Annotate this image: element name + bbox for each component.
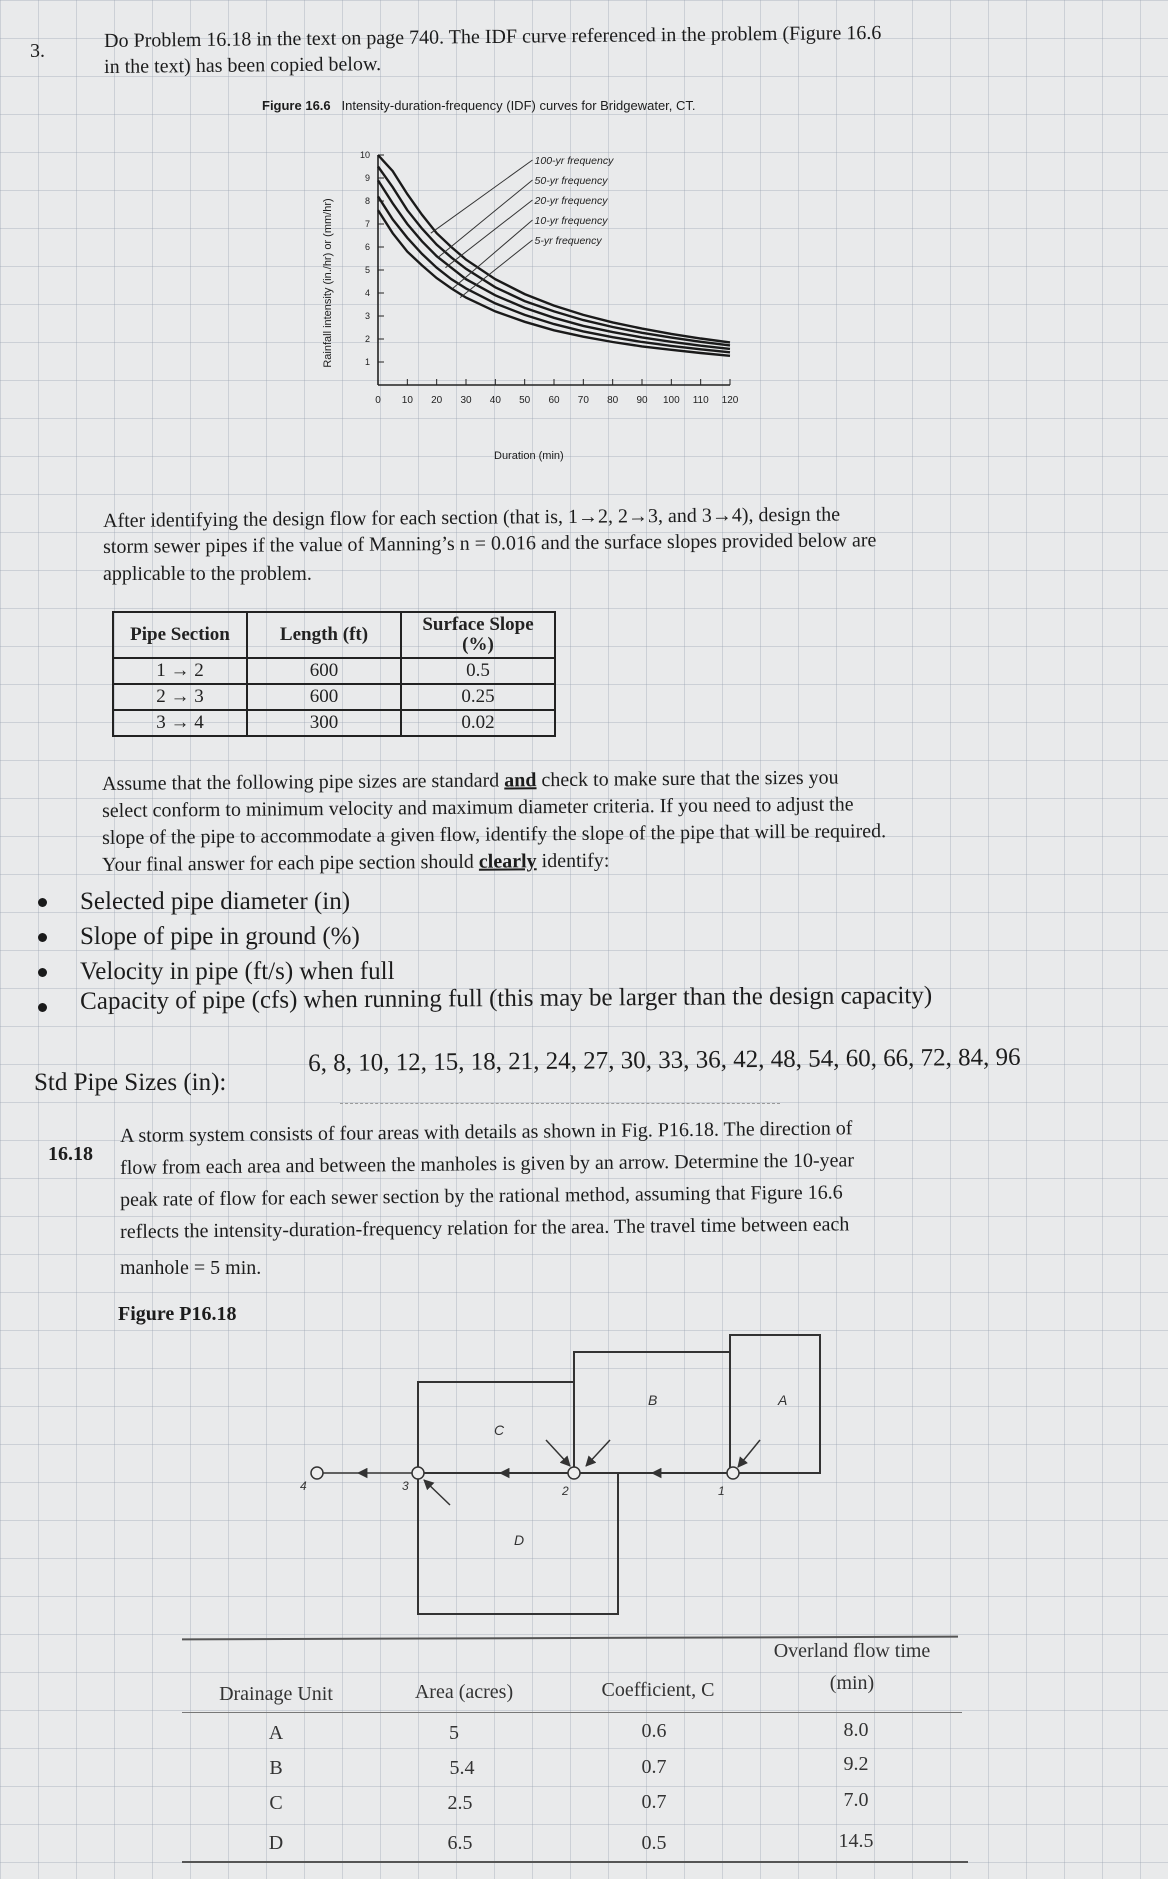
pipe-slope: 0.5 [401, 658, 555, 684]
manhole-label-1: 1 [718, 1484, 725, 1498]
bullet-dot [38, 933, 47, 942]
drainage-time: 14.5 [838, 1830, 874, 1852]
assume-line-4-post: identify: [536, 849, 610, 873]
drainage-time: 9.2 [843, 1753, 869, 1775]
area-label-b: B [648, 1392, 658, 1408]
pipe-col-length: Length (ft) [247, 612, 401, 658]
legend-label: 10-yr frequency [534, 215, 608, 227]
bullet-item: Slope of pipe in ground (%) [80, 923, 360, 950]
x-tick-label: 100 [662, 395, 680, 406]
drainage-area: 5 [449, 1722, 459, 1744]
drainage-area: 2.5 [447, 1792, 473, 1814]
assume-line-1-pre: Assume that the following pipe sizes are standard [102, 769, 505, 795]
manhole-label-2: 2 [562, 1484, 569, 1498]
drainage-unit: B [269, 1757, 283, 1779]
figure-label: Figure 16.6 [262, 98, 331, 113]
y-tick-label: 8 [364, 196, 370, 206]
y-tick-label: 6 [364, 242, 370, 252]
y-tick-label: 7 [364, 219, 370, 229]
area-label-a: A [778, 1392, 788, 1408]
intro-line-2: in the text) has been copied below. [104, 53, 382, 78]
problem-1618-line-4: reflects the intensity-duration-frequency relation for the area. The travel time between each [120, 1213, 850, 1243]
pipe-length: 600 [247, 684, 401, 710]
figure-p1618-label: Figure P16.18 [118, 1303, 237, 1325]
legend-leader-line [438, 180, 532, 257]
pipe-section: 2 → 3 [113, 684, 247, 710]
design-line-3: applicable to the problem. [103, 563, 312, 585]
bullet-dot [38, 1003, 47, 1012]
drainage-coef: 0.7 [641, 1756, 667, 1778]
figure-caption [262, 98, 696, 113]
drainage-time: 7.0 [843, 1789, 869, 1811]
drainage-unit-header: Drainage Unit [219, 1683, 333, 1705]
table-row [113, 684, 555, 710]
x-tick-label: 0 [375, 395, 381, 406]
manhole-2 [568, 1467, 580, 1479]
chart-ylabel: Rainfall intensity (in./hr) or (mm/hr) [322, 198, 334, 368]
problem-number: 3. [30, 40, 45, 62]
assume-line-2: select conform to minimum velocity and maximum diameter criteria. If you need to adjust the [102, 793, 854, 822]
y-tick-label: 4 [364, 288, 370, 298]
drainage-area: 6.5 [447, 1832, 473, 1854]
bullet-item: Selected pipe diameter (in) [80, 888, 351, 915]
bullet-dot [38, 898, 47, 907]
idf-chart [320, 130, 800, 480]
assume-line-4 [102, 850, 609, 877]
table-row [113, 658, 555, 684]
drainage-time: 8.0 [843, 1719, 869, 1741]
manhole-label-3: 3 [402, 1479, 409, 1493]
pipe-table [112, 611, 556, 737]
drainage-time-header-2: (min) [829, 1672, 875, 1694]
manhole-3 [412, 1467, 424, 1479]
drainage-table-bottom-rule [182, 1861, 968, 1863]
area-a-boundary [730, 1335, 820, 1473]
flow-arrow-d [424, 1480, 450, 1505]
legend-label: 5-yr frequency [534, 235, 602, 247]
pipe-table-header [113, 612, 555, 658]
x-tick-label: 10 [401, 395, 413, 406]
legend-label: 50-yr frequency [534, 175, 608, 187]
x-tick-label: 20 [431, 395, 443, 406]
x-tick-label: 80 [607, 395, 619, 406]
y-tick-label: 1 [364, 357, 370, 367]
pipe-slope: 0.02 [401, 710, 555, 736]
chart-xlabel: Duration (min) [494, 450, 564, 462]
assume-line-4-pre: Your final answer for each pipe section should [102, 850, 479, 876]
x-tick-label: 70 [577, 395, 589, 406]
y-tick-label: 10 [359, 150, 370, 160]
assume-line-1 [102, 767, 839, 796]
problem-1618-line-1: A storm system consists of four areas with details as shown in Fig. P16.18. The direction of [120, 1117, 853, 1147]
storm-system-diagram [290, 1330, 850, 1630]
std-sizes-values: 6, 8, 10, 12, 15, 18, 21, 24, 27, 30, 33, 36, 42, 48, 54, 60, 66, 72, 84, 96 [308, 1043, 1021, 1077]
assume-line-1-post: check to make sure that the sizes you [536, 766, 839, 792]
flow-arrow-b [586, 1440, 610, 1466]
pipe-slope: 0.25 [401, 684, 555, 710]
area-label-d: D [514, 1532, 525, 1548]
pipe-length: 300 [247, 710, 401, 736]
manhole-label-4: 4 [300, 1479, 307, 1493]
drainage-area-header: Area (acres) [414, 1681, 514, 1703]
x-tick-label: 30 [460, 395, 472, 406]
y-tick-label: 2 [364, 334, 370, 344]
table-row [113, 710, 555, 736]
x-tick-label: 90 [636, 395, 648, 406]
y-tick-label: 3 [364, 311, 370, 321]
pipe-section: 3 → 4 [113, 710, 247, 736]
bullet-dot [38, 968, 47, 977]
area-label-c: C [494, 1422, 505, 1438]
x-tick-label: 120 [721, 395, 739, 406]
intro-line-1: Do Problem 16.18 in the text on page 740. The IDF curve referenced in the problem (Figure 16.6 [104, 21, 882, 52]
drainage-unit: C [269, 1792, 283, 1814]
figure-title: Intensity-duration-frequency (IDF) curves for Bridgewater, CT. [341, 98, 696, 113]
std-sizes-label: Std Pipe Sizes (in): [34, 1069, 227, 1096]
flow-arrow-c [546, 1440, 570, 1466]
problem-1618-line-5: manhole = 5 min. [120, 1257, 262, 1279]
area-b-boundary [574, 1352, 730, 1473]
drainage-coef: 0.6 [641, 1720, 667, 1742]
pipe-length: 600 [247, 658, 401, 684]
drainage-coef: 0.5 [641, 1832, 667, 1854]
assume-line-1-bold: and [504, 769, 537, 792]
y-tick-label: 9 [364, 173, 370, 183]
x-tick-label: 40 [489, 395, 501, 406]
drainage-unit: D [268, 1832, 284, 1854]
x-tick-label: 110 [692, 395, 709, 406]
pipe-col-slope: Surface Slope (%) [401, 612, 555, 658]
drainage-coef-header: Coefficient, C [601, 1679, 715, 1701]
bullet-item: Velocity in pipe (ft/s) when full [80, 958, 395, 985]
design-line-1: After identifying the design flow for each section (that is, 1→2, 2→3, and 3→4), design the [103, 503, 841, 532]
assume-line-3: slope of the pipe to accommodate a given flow, identify the slope of the pipe that will be required. [102, 820, 887, 849]
y-tick-label: 5 [364, 265, 370, 275]
problem-1618-line-3: peak rate of flow for each sewer section by the rational method, assuming that Figure 16.6 [120, 1181, 843, 1211]
pipe-section: 1 → 2 [113, 658, 247, 684]
drainage-table-header-rule [182, 1712, 962, 1713]
drainage-area: 5.4 [449, 1757, 475, 1779]
drainage-unit: A [268, 1722, 284, 1744]
manhole-1 [727, 1467, 739, 1479]
problem-1618-number: 16.18 [48, 1143, 93, 1165]
flow-arrow-a [738, 1440, 760, 1467]
design-line-2: storm sewer pipes if the value of Manning’s n = 0.016 and the surface slopes provided below are [103, 529, 877, 558]
legend-label: 100-yr frequency [534, 155, 614, 167]
pipe-col-section: Pipe Section [113, 612, 247, 658]
manhole-4 [311, 1467, 323, 1479]
dashed-divider [340, 1103, 780, 1104]
problem-1618-line-2: flow from each area and between the manholes is given by an arrow. Determine the 10-year [120, 1149, 855, 1179]
bullet-item: Capacity of pipe (cfs) when running full (this may be larger than the design capacity) [80, 982, 933, 1015]
drainage-coef: 0.7 [641, 1791, 667, 1813]
assume-line-4-bold: clearly [478, 850, 537, 873]
drainage-time-header-1: Overland flow time [773, 1640, 931, 1662]
legend-label: 20-yr frequency [534, 195, 608, 207]
x-tick-label: 60 [548, 395, 560, 406]
x-tick-label: 50 [519, 395, 531, 406]
